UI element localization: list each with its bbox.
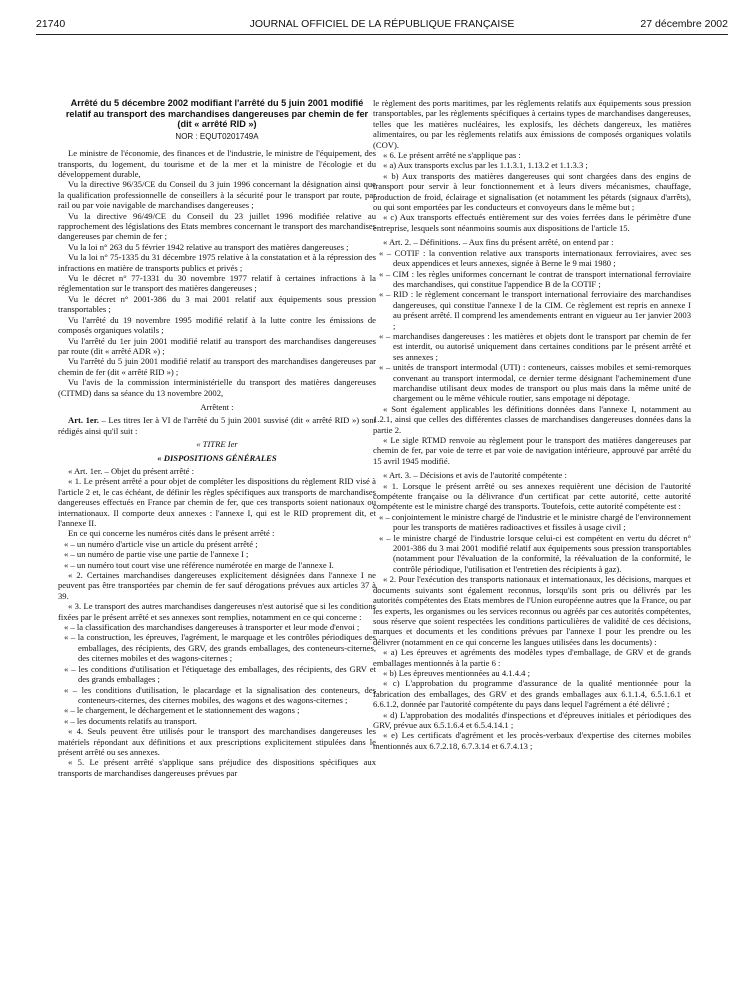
article-1-object: « Art. 1er. – Objet du présent arrêté : <box>68 465 195 476</box>
list-item: « – un numéro de partie vise une partie de l'annexe I ; <box>64 549 249 560</box>
paragraph: « 2. Pour l'exécution des transports nationaux et internationaux, les décisions, marques et documents suivants sont également reconnus, lorsqu'ils sont pris ou délivrés par les autorités compétentes des Etats membres de l'Union européenne autres que la France, ou par les experts, les organismes ou les services reconnus ou agréés par ces autorités compétentes, sous réserve que soient respectées les conditions particulières de validité de ces décisions, marques et documents et les conditions prévues par l'annexe I pour les prendre ou les délivrer (notamment en ce qui concerne les langues utilisées dans les documents) : <box>373 574 691 647</box>
page-number: 21740 <box>36 18 66 30</box>
paragraph: « Sont également applicables les définitions données dans l'annexe I, notamment au 1.2.1, ainsi que celles des différentes classes de marchandises dangereuses données dans la partie 2. <box>373 403 691 435</box>
list-item: « – unités de transport intermodal (UTI) : conteneurs, caisses mobiles et semi-remorques convenant au transport intermodal, ce dernier terme désignant l'acheminement d'une marchandise utilisant deux modes de transport ou plus mais dans la même unité de chargement ou le même véhicule routier, sans empotage ni dépotage. <box>379 362 691 404</box>
paragraph: Vu la directive 96/35/CE du Conseil du 3 juin 1996 concernant la désignation ainsi que la qualification professionnelle de conseillers à la sécurité pour le transport par route, par rail ou par voie navigable de marchandises dangereuses ; <box>58 179 376 211</box>
list-item: « – les documents relatifs au transport. <box>64 715 197 726</box>
article-3-heading: « Art. 3. – Décisions et avis de l'autorité compétente : <box>383 470 567 481</box>
nor-reference: NOR : EQUT0201749A <box>175 131 259 141</box>
right-column <box>373 98 691 751</box>
journal-title: JOURNAL OFFICIEL DE LA RÉPUBLIQUE FRANÇAISE <box>249 18 515 30</box>
paragraph: Vu l'avis de la commission interministérielle du transport des matières dangereuses (CITMD) dans sa séance du 13 novembre 2002, <box>58 377 376 398</box>
paragraph: « e) Les certificats d'agrément et les procès-verbaux d'expertise des citernes mobiles mentionnés aux 6.7.2.18, 6.7.3.14 et 6.7.4.13 ; <box>373 730 691 751</box>
paragraph: « 2. Certaines marchandises dangereuses explicitement désignées dans l'annexe I ne peuvent pas être transportées par chemin de fer sauf dérogations prévues aux articles 37 à 39. <box>58 570 376 601</box>
numbering-list <box>58 539 376 570</box>
paragraph: Vu le décret n° 77-1331 du 30 novembre 1977 relatif à certaines infractions à la réglementation sur le transport des matières dangereuses ; <box>58 273 376 294</box>
arretent-heading: Arrêtent : <box>200 401 234 412</box>
paragraph: Vu la loi n° 263 du 5 février 1942 relative au transport des matières dangereuses ; <box>68 241 349 252</box>
decree-title: Arrêté du 5 décembre 2002 modifiant l'arrêté du 5 juin 2001 modifié relatif au transport des marchandises dangereuses par chemin de fer (dit « arrêté RID ») <box>65 98 369 130</box>
paragraph: Vu l'arrêté du 1er juin 2001 modifié relatif au transport des marchandises dangereuses par route (dit « arrêté ADR ») ; <box>58 335 376 356</box>
paragraph: En ce qui concerne les numéros cités dans le présent arrêté : <box>68 528 275 539</box>
list-item: « – RID : le règlement concernant le transport international ferroviaire des marchandises dangereuses, qui constitue l'annexe I de la CIM. Ce règlement est repris en annexe I au présent arrêté. Il comprend les amendements entrant en vigueur au 1er janvier 2003 ; <box>379 289 691 331</box>
article-2-heading: « Art. 2. – Définitions. – Aux fins du présent arrêté, on entend par : <box>383 237 614 248</box>
list-item: « – la classification des marchandises dangereuses à transporter et leur mode d'envoi ; <box>64 622 360 633</box>
list-item: « – COTIF : la convention relative aux transports internationaux ferroviaires, avec ses deux appendices et leurs annexes, signée à Berne le 9 mai 1980 ; <box>379 247 691 269</box>
list-item: « – conjointement le ministre chargé de l'industrie et le ministre chargé de l'environnement pour les transports de matières radioactives et fissiles à usage civil ; <box>379 511 691 533</box>
paragraph: « a) Aux transports exclus par les 1.1.3.1, 1.13.2 et 1.1.3.3 ; <box>383 160 588 171</box>
paragraph: « 1. Le présent arrêté a pour objet de compléter les dispositions du règlement RID visé à l'article 2 et, le cas échéant, de définir les règles spécifiques aux transports de marchandises dangereuses effectués en France par chemin de fer, que ces transports soient nationaux ou internationaux. Il comporte deux annexes : l'annexe I, qui est le RID proprement dit, et l'annexe II. <box>58 476 376 528</box>
list-item: « – marchandises dangereuses : les matières et objets dont le transport par chemin de fer est interdit, ou autorisé uniquement dans certaines conditions par le présent arrêté et ses annexes ; <box>379 330 691 362</box>
list-item: « – CIM : les règles uniformes concernant le contrat de transport international ferroviaire des marchandises, qui constitue l'appendice B de la COTIF ; <box>379 268 691 289</box>
titre-heading: « TITRE Ier <box>196 439 238 450</box>
paragraph: « c) Aux transports effectués entièrement sur des voies ferrées dans le périmètre d'une entreprise, lesquels sont néanmoins soumis aux dispositions de l'article 15. <box>373 212 691 233</box>
conditions-list <box>58 622 376 726</box>
paragraph: « 1. Lorsque le présent arrêté ou ses annexes requièrent une décision de l'autorité compétente française ou la délivrance d'un certificat par cette autorité, cette autorité compétente est le ministre chargé des transports. Toutefois, cette autorité compétente est : <box>373 480 691 512</box>
list-item: « – les conditions d'utilisation, le placardage et la signalisation des conteneurs, des conteneurs-citernes, des citernes mobiles, des wagons et des wagons-citernes ; <box>64 684 376 705</box>
paragraph: « c) L'approbation du programme d'assurance de la qualité mentionnée pour la fabrication des emballages, des GRV et des grands emballages aux 6.1.1.4, 6.5.1.6.1 et 6.6.1.2, donnée par l'autorité compétente du pays dans lequel l'agrément a été délivré ; <box>373 678 691 710</box>
paragraph: « 4. Seuls peuvent être utilisés pour le transport des marchandises dangereuses les matériels répondant aux définitions et aux prescriptions explicitement stipulées dans le présent arrêté ou ses annexes. <box>58 726 376 757</box>
list-item: « – un numéro d'article vise un article du présent arrêté ; <box>64 538 258 549</box>
paragraph: « 6. Le présent arrêté ne s'applique pas : <box>383 150 521 161</box>
authorities-list <box>373 512 691 574</box>
paragraph: Vu la loi n° 75-1335 du 31 décembre 1975 relative à la constatation et à la répression des infractions en matière de transports publics et privés ; <box>58 252 376 273</box>
list-item: « – le ministre chargé de l'industrie lorsque celui-ci est compétent en vertu du décret n° 2001-386 du 3 mai 2001 modifié relatif aux équipements sous pression transportables (notamment pour l'évaluation de la conformité, la réévaluation de la conformité, le contrôle périodique, l'utilisation et l'entretien des récipients à gaz). <box>379 532 691 574</box>
dispositions-heading: « DISPOSITIONS GÉNÉRALES <box>157 452 277 463</box>
list-item: « – la construction, les épreuves, l'agrément, le marquage et les contrôles périodiques des emballages, des récipients, des GRV, des grands emballages, des conteneurs-citernes, des citernes mobiles et des wagons-citernes ; <box>64 632 376 664</box>
paragraph: « 5. Le présent arrêté s'applique sans préjudice des dispositions spécifiques aux transports de marchandises dangereuses prévues par <box>58 757 376 778</box>
list-item: « – le chargement, le déchargement et le stationnement des wagons ; <box>64 705 300 716</box>
paragraph: le règlement des ports maritimes, par les règlements relatifs aux équipements sous pression transportables, par les règlements spécifiques à certains types de marchandises dangereuses, telles que les matières nucléaires, les explosifs, les déchets dangereux, les matières alimentaires, ou par les règlements relatifs aux émissions de composés organiques volatils (COV). <box>373 98 691 150</box>
paragraph: Le ministre de l'économie, des finances et de l'industrie, le ministre de l'équipement, des transports, du logement, du tourisme et de la mer et la ministre de l'écologie et du développement durable, <box>58 148 376 179</box>
paragraph: « d) L'approbation des modalités d'inspections et d'épreuves initiales et périodiques des GRV, prévue aux 6.5.1.6.4 et 6.5.4.14.1 ; <box>373 709 691 730</box>
paragraph: Vu l'arrêté du 5 juin 2001 modifié relatif au transport des marchandises dangereuses par chemin de fer (dit « arrêté RID ») ; <box>58 356 376 377</box>
paragraph: « b) Aux transports des matières dangereuses qui sont chargées dans des engins de transport pour servir à leur fonctionnement et à leurs divers mécanismes, chauffage, production de froid, éclairage et signalisation (et notamment les pétards (signaux d'arrêts), ou qui sont emportées par les conducteurs et convoyeurs dans le même but ; <box>373 170 691 213</box>
definitions-list <box>373 248 691 404</box>
left-column <box>58 98 376 778</box>
issue-date: 27 décembre 2002 <box>640 18 728 30</box>
paragraph: Vu le décret n° 2001-386 du 3 mai 2001 relatif aux équipements sous pression transportables ; <box>58 293 376 315</box>
article-1-text: – Les titres Ier à VI de l'arrêté du 5 juin 2001 susvisé (dit « arrêté RID ») sont rédigés ainsi qu'il suit : <box>58 415 377 436</box>
paragraph: « b) Les épreuves mentionnées au 4.1.4.4 ; <box>383 667 531 678</box>
paragraph: « 3. Le transport des autres marchandises dangereuses n'est autorisé que si les conditions fixées par le présent arrêté et ses annexes sont remplies, notamment en ce qui concerne : <box>58 601 376 622</box>
list-item: « – les conditions d'utilisation et l'étiquetage des emballages, des récipients, des GRV et des grands emballages ; <box>64 663 376 685</box>
paragraph: Vu la directive 96/49/CE du Conseil du 23 juillet 1996 modifiée relative au rapprochement des législations des Etats membres concernant le transport des marchandises dangereuses par chemin de fer ; <box>58 210 376 242</box>
article-1 <box>58 415 376 436</box>
paragraph: Vu l'arrêté du 19 novembre 1995 modifié relatif à la lutte contre les émissions de composés organiques volatils ; <box>58 314 376 336</box>
list-item: « – un numéro tout court vise une référence numérotée en marge de l'annexe I. <box>64 559 334 570</box>
article-1-label: Art. 1er. <box>68 415 99 426</box>
header-rule <box>36 34 728 35</box>
paragraph: « Le sigle RTMD renvoie au règlement pour le transport des matières dangereuses par chemin de fer, par voie de terre et par voie de navigation intérieure, approuvé par arrêté du 15 avril 1945 modifié. <box>373 435 691 466</box>
paragraph: « a) Les épreuves et agréments des modèles types d'emballage, de GRV et de grands emballages mentionnés à la partie 6 : <box>373 647 691 668</box>
